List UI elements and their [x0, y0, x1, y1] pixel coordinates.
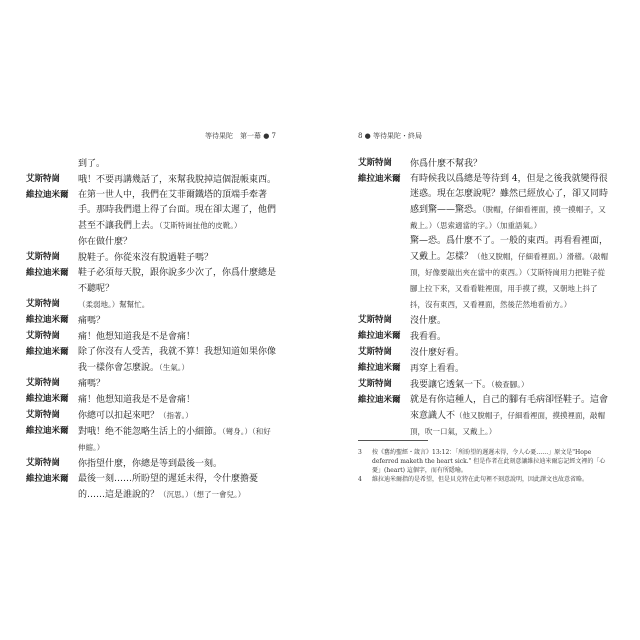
speaker-name: 艾斯特崗: [26, 410, 61, 420]
speech-words: 你在做什麼？: [78, 237, 133, 247]
speech-text: [410, 234, 608, 313]
dialogue-line: [358, 393, 608, 440]
speech-words: 有時候我以爲總是等待到 4，但是之後我就變得很迷惑。現在怎麼說呢？雖然已經放心了，卻又同時感到驚——驚恐。: [410, 174, 609, 215]
speaker-name: 維拉迪米爾: [358, 331, 401, 341]
speaker-name: 維拉迪米爾: [26, 268, 69, 278]
right-page: [358, 130, 608, 520]
speech-text: [410, 345, 608, 361]
speech-text: [78, 376, 276, 392]
dialogue-line: [26, 297, 276, 313]
speaker-name: 艾斯特崗: [26, 458, 61, 468]
footnote: [358, 448, 608, 475]
speaker-name: 艾斯特崗: [26, 252, 61, 262]
speech-words: 痛！他想知道我是不是會痛！: [78, 395, 196, 405]
dialogue-line: [26, 392, 276, 408]
speech-text: [410, 172, 608, 234]
speech-words: 鞋子必須每天脫，跟你說多少次了，你爲什麼總是不聽呢？: [78, 268, 277, 294]
speech-text: [78, 234, 276, 250]
speaker-name: 艾斯特崗: [26, 174, 61, 184]
dialogue-line: [26, 188, 276, 234]
dialogue-line: [358, 377, 608, 393]
speech-text: [410, 361, 608, 377]
speaker-name: 艾斯特崗: [358, 347, 393, 357]
running-head-right: 8 ● 等待果陀・終局: [358, 132, 423, 140]
footnote-text: 維拉迪米爾指的是希望，但是貝克特在此句裡不刻意說明，因此譯文也故意省略。: [372, 476, 589, 483]
speech-text: [410, 329, 608, 345]
speech-words: 你總可以扣起來吧？: [78, 411, 160, 421]
speaker-name: 艾斯特崗: [358, 379, 393, 389]
dialogue-line: [26, 250, 276, 266]
running-head-left: 等待果陀 第一幕 ● 7: [204, 132, 276, 140]
stage-direction: （生氣。）: [159, 363, 190, 372]
stage-direction: （柔弱地。）幫幫忙。: [78, 300, 150, 309]
footnote-divider: [358, 440, 428, 441]
dialogue-line: [358, 345, 608, 361]
dialogue-line: [26, 456, 276, 472]
dialogue-line: [26, 313, 276, 329]
speaker-name: 艾斯特崗: [26, 378, 61, 388]
footnote-number: 3: [358, 449, 362, 456]
speaker-name: [26, 156, 78, 172]
speech-words: 我看看。: [410, 332, 447, 342]
stage-direction: （沉思。）（想了一會兒。）: [159, 490, 246, 499]
speech-text: [410, 393, 608, 440]
speaker-name: 艾斯特崗: [358, 158, 393, 168]
dialogue-line: [26, 329, 276, 345]
speech-text: [78, 392, 276, 408]
footnote: [358, 475, 608, 484]
speech-text: [78, 345, 276, 376]
dialogue-line: [26, 424, 276, 456]
speaker-name: 維拉迪米爾: [26, 190, 69, 200]
speech-text: [78, 424, 276, 456]
footnote-text: 按《舊約聖經・箴言》13:12：「所盼望的遲遲未得，令人心憂……」原文是"Hope deferred maketh the heart sick." 但是作者在此刻意讓維拉迪米爾忘記經文裡的「心憂」(heart) 這個字，而有所隱喻。: [372, 449, 606, 474]
dialogue-line: [26, 345, 276, 376]
speech-text: [78, 250, 276, 266]
dialogue-line: [358, 361, 608, 377]
speech-words: 再穿上看看。: [410, 364, 465, 374]
speech-words: 最後一刻……所盼望的遲延未得，令什麼擔憂的……這是誰說的？: [78, 474, 259, 500]
speaker-name: 維拉迪米爾: [26, 315, 69, 325]
dialogue-line: [26, 172, 276, 188]
speech-text: [78, 266, 276, 297]
speech-text: [410, 156, 608, 172]
speech-words: 痛嗎？: [78, 316, 106, 326]
speaker-name: [26, 234, 78, 250]
footnotes: [358, 448, 608, 484]
speech-text: [78, 172, 276, 188]
speech-words: 到了。: [78, 159, 106, 169]
dialogue-line: [26, 376, 276, 392]
dialogue-line: [26, 266, 276, 297]
speaker-name: 維拉迪米爾: [26, 426, 69, 436]
speech-words: 痛嗎？: [78, 379, 106, 389]
stage-direction: （脫帽，仔細看裡面，摸一摸帽子，又戴上。）（思索適當的字。）（加重語氣。）: [410, 205, 606, 230]
speech-text: [78, 313, 276, 329]
dialogue-line: [358, 234, 608, 313]
dialogue-right: [358, 156, 608, 440]
speaker-name: 艾斯特崗: [26, 299, 61, 309]
speaker-name: 維拉迪米爾: [26, 347, 69, 357]
speech-text: [78, 456, 276, 472]
speaker-name: 維拉迪米爾: [26, 394, 69, 404]
speech-words: 你指望什麼，你總是等到最後一刻。: [78, 459, 223, 469]
stage-direction: （艾斯特崗扯他的皮靴。）: [159, 221, 242, 230]
speaker-name: 艾斯特崗: [358, 315, 393, 325]
dialogue-line: [358, 156, 608, 172]
dialogue-left: [26, 156, 276, 503]
speech-text: [410, 377, 608, 393]
dialogue-line: [26, 472, 276, 503]
speech-text: [410, 313, 608, 329]
speech-words: 就是有你這種人，自己的腳有毛病卻怪鞋子。這會來意識人不: [410, 395, 609, 421]
speech-words: 驚—恐。爲什麼不了。一般的東西。再看看裡面，又戴上。怎樣？: [410, 236, 609, 262]
speech-text: [78, 329, 276, 345]
speech-words: 沒什麼。: [410, 316, 447, 326]
speech-words: 你爲什麼不幫我？: [410, 159, 483, 169]
speech-text: [78, 408, 276, 424]
speech-words: 痛！他想知道我是不是會痛！: [78, 332, 196, 342]
speaker-name: 艾斯特崗: [26, 331, 61, 341]
dialogue-line: [26, 234, 276, 250]
dialogue-line: [358, 329, 608, 345]
speech-words: 除了你沒有人受苦，我就不算！我想知道如果你像我一樣你會怎麼說。: [78, 347, 277, 373]
speech-words: 對哦！绝不能忽略生活上的小細節。: [78, 427, 223, 437]
speech-text: [78, 156, 276, 172]
speaker-name: 維拉迪米爾: [358, 174, 401, 184]
speaker-name: 維拉迪米爾: [26, 474, 69, 484]
stage-direction: （他又脫帽，仔細看裡面。）滑稽。（敲帽頂，好像要敲出夾在當中的東西。）（艾斯特崗用力把鞋子從腳上拉下來，又看看鞋裡面，用手摸了摸，又朝地上抖了抖，沒有東西，又看裡面，然後茫然地看前方。）: [410, 252, 609, 309]
speech-text: [78, 188, 276, 234]
left-page: [26, 130, 276, 520]
stage-direction: （他又脫帽子，仔細看裡面，摸摸裡面，敲帽頂，吹一口氣，又戴上。）: [410, 411, 606, 436]
speech-text: [78, 472, 276, 503]
speaker-name: 維拉迪米爾: [358, 395, 401, 405]
stage-direction: （彎身。）（和好伸縮。）: [78, 427, 271, 452]
speaker-name: 維拉迪米爾: [358, 363, 401, 373]
speech-words: 沒什麼好看。: [410, 348, 465, 358]
speech-words: 脫鞋子。你從來沒有脫過鞋子嗎？: [78, 253, 214, 263]
speaker-name: [358, 234, 410, 313]
dialogue-line: [26, 408, 276, 424]
dialogue-line: [26, 156, 276, 172]
stage-direction: （指著。）: [159, 411, 193, 420]
footnote-number: 4: [358, 476, 362, 483]
dialogue-line: [358, 313, 608, 329]
stage-direction: （檢查腳。）: [491, 380, 529, 389]
dialogue-line: [358, 172, 608, 234]
speech-text: [78, 297, 276, 313]
speech-words: 哦！不要再講幾話了，來幫我脫掉這個混帳東西。: [78, 175, 277, 185]
speech-words: 我要讓它透氣一下。: [410, 380, 492, 390]
speech-words: 在第一世人中，我們在艾菲爾鐵塔的頂端手牽著手。那時我們還上得了台面。現在卻太遲了，他們甚至不讓我們上去。: [78, 190, 277, 231]
